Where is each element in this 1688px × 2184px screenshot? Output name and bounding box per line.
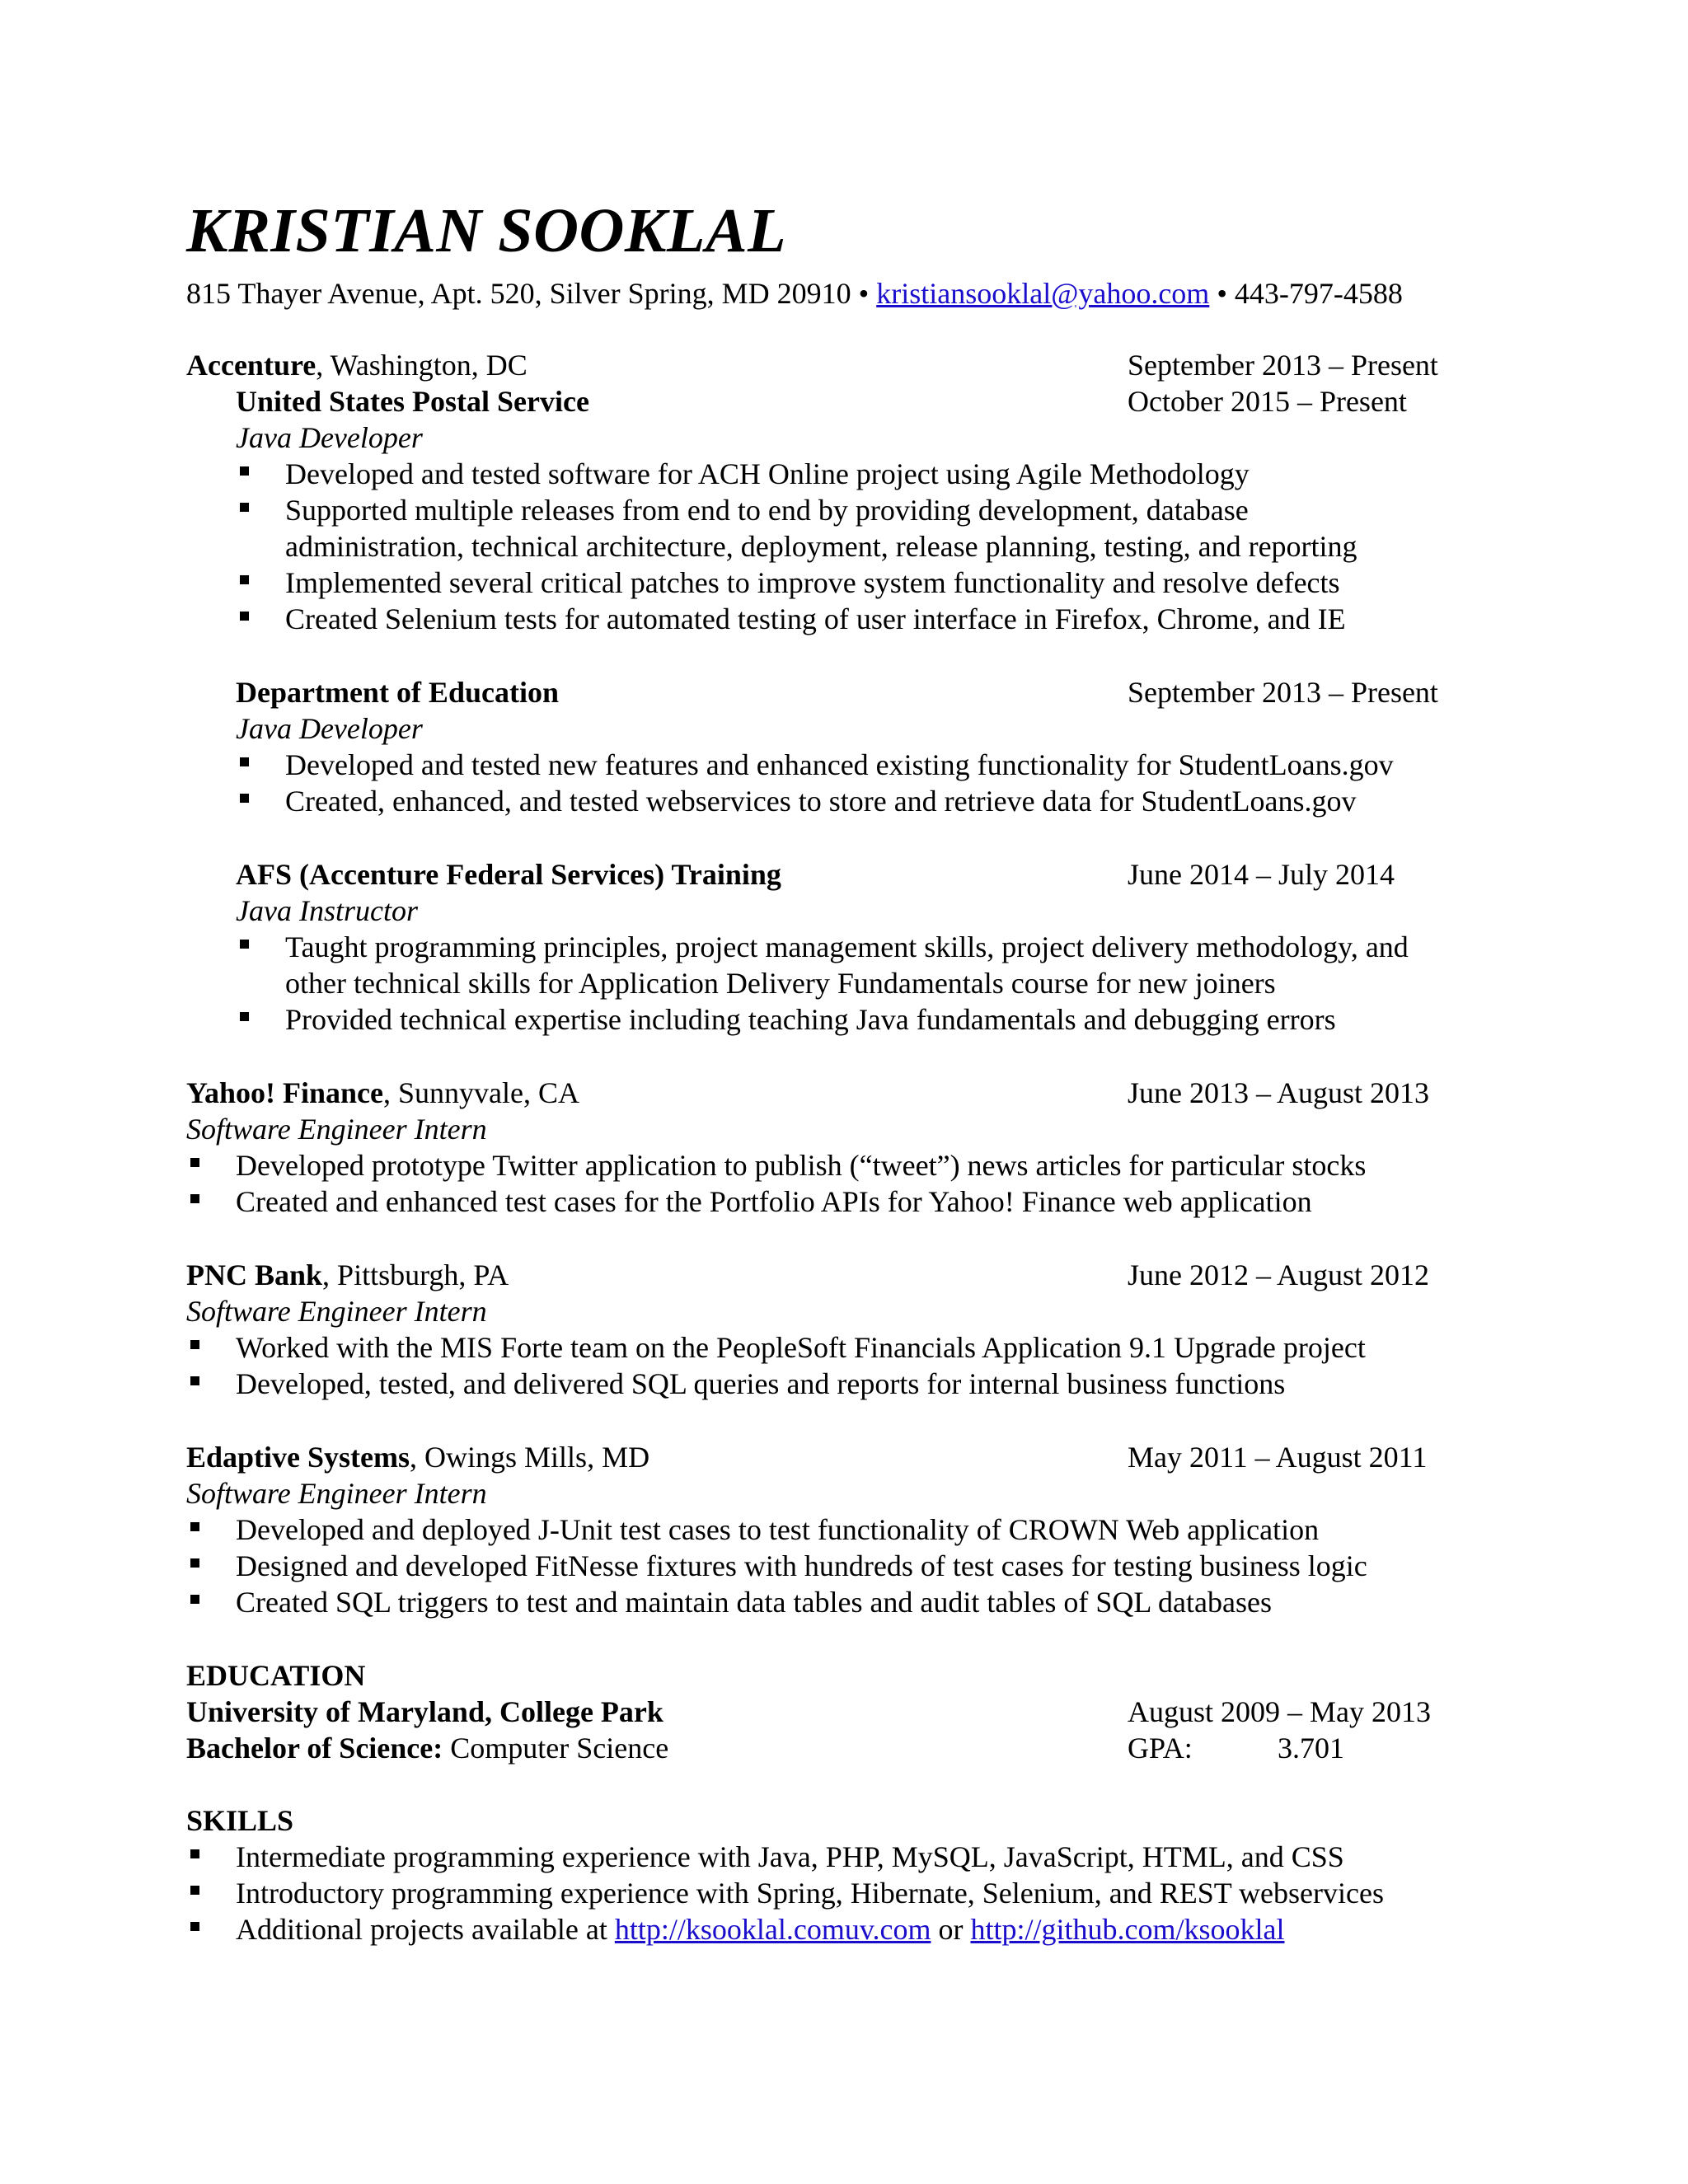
bullet-marker — [190, 1849, 199, 1858]
pnc-role: Software Engineer Intern — [186, 1295, 487, 1328]
afs-role: Java Instructor — [236, 894, 418, 927]
yahoo-employer — [186, 1075, 579, 1111]
portfolio-link[interactable]: http://ksooklal.comuv.com — [614, 1913, 931, 1946]
projects-prefix: Additional projects available at — [236, 1913, 615, 1946]
doe-client: Department of Education — [236, 676, 559, 709]
edaptive-employer — [186, 1439, 649, 1475]
bullet-marker — [240, 466, 249, 476]
company-name: Edaptive Systems — [186, 1441, 410, 1474]
company-location: , Owings Mills, MD — [410, 1441, 650, 1474]
list-item: Taught programming principles, project management skills, project delivery methodology, and — [285, 930, 1409, 963]
afs-dates: June 2014 – July 2014 — [1128, 858, 1395, 891]
bullet-marker — [190, 1158, 199, 1167]
bullet-marker — [190, 1595, 199, 1604]
list-item: Developed, tested, and delivered SQL queries and reports for internal business functions — [236, 1367, 1286, 1400]
contact-line — [186, 275, 1403, 312]
list-item: Introductory programming experience with Spring, Hibernate, Selenium, and REST webservices — [236, 1877, 1384, 1910]
bullet-marker — [240, 757, 249, 766]
company-location: , Sunnyvale, CA — [383, 1076, 580, 1109]
list-item: Developed prototype Twitter application to publish (“tweet”) news articles for particular stocks — [236, 1149, 1367, 1182]
education-dates: August 2009 – May 2013 — [1128, 1695, 1431, 1728]
list-item: Implemented several critical patches to improve system functionality and resolve defects — [285, 566, 1340, 599]
degree-label: Bachelor of Science: — [186, 1732, 443, 1765]
gpa-value: 3.701 — [1278, 1732, 1344, 1765]
degree-line — [186, 1730, 668, 1766]
edaptive-dates: May 2011 – August 2011 — [1128, 1441, 1428, 1474]
bullet-marker — [190, 1194, 199, 1203]
list-item-continuation: other technical skills for Application Delivery Fundamentals course for new joiners — [285, 967, 1276, 1000]
doe-role: Java Developer — [236, 712, 423, 745]
accenture-employer — [186, 347, 528, 383]
usps-dates: October 2015 – Present — [1128, 385, 1407, 418]
company-location: , Pittsburgh, PA — [322, 1258, 509, 1291]
phone: • 443-797-4588 — [1217, 277, 1403, 310]
company-location: , Washington, DC — [316, 349, 528, 382]
list-item-projects — [236, 1911, 1284, 1947]
company-name: PNC Bank — [186, 1258, 323, 1291]
list-item: Developed and deployed J-Unit test cases to test functionality of CROWN Web application — [236, 1513, 1320, 1546]
education-heading: EDUCATION — [186, 1659, 366, 1692]
bullet-marker — [240, 940, 249, 949]
bullet-marker — [240, 794, 249, 803]
accenture-dates: September 2013 – Present — [1128, 349, 1438, 382]
list-item: Created Selenium tests for automated testing of user interface in Firefox, Chrome, and IE — [285, 602, 1346, 635]
bullet-marker — [190, 1522, 199, 1531]
bullet-marker — [240, 1012, 249, 1021]
pnc-dates: June 2012 – August 2012 — [1128, 1258, 1430, 1291]
bullet-marker — [190, 1558, 199, 1568]
degree-major: Computer Science — [443, 1732, 669, 1765]
list-item-continuation: administration, technical architecture, deployment, release planning, testing, and reporting — [285, 530, 1357, 563]
list-item: Supported multiple releases from end to end by providing development, database — [285, 494, 1249, 527]
list-item: Created, enhanced, and tested webservices to store and retrieve data for StudentLoans.gov — [285, 785, 1357, 818]
list-item: Developed and tested software for ACH Online project using Agile Methodology — [285, 457, 1250, 490]
bullet-marker — [240, 612, 249, 621]
company-name: Yahoo! Finance — [186, 1076, 384, 1109]
edaptive-role: Software Engineer Intern — [186, 1477, 487, 1510]
github-link[interactable]: http://github.com/ksooklal — [970, 1913, 1285, 1946]
list-item: Designed and developed FitNesse fixtures with hundreds of test cases for testing business logic — [236, 1549, 1367, 1582]
bullet-marker — [240, 575, 249, 584]
skills-heading: SKILLS — [186, 1804, 294, 1837]
list-item: Worked with the MIS Forte team on the PeopleSoft Financials Application 9.1 Upgrade project — [236, 1331, 1366, 1364]
bullet-marker — [190, 1340, 199, 1349]
afs-client: AFS (Accenture Federal Services) Training — [236, 858, 781, 891]
usps-client: United States Postal Service — [236, 385, 589, 418]
candidate-name: KRISTIAN SOOKLAL — [186, 196, 787, 265]
bullet-marker — [240, 503, 249, 512]
list-item: Intermediate programming experience with Java, PHP, MySQL, JavaScript, HTML, and CSS — [236, 1840, 1344, 1873]
doe-dates: September 2013 – Present — [1128, 676, 1438, 709]
list-item: Created SQL triggers to test and maintain data tables and audit tables of SQL databases — [236, 1586, 1272, 1619]
address: 815 Thayer Avenue, Apt. 520, Silver Spring, MD 20910 • — [186, 277, 870, 310]
list-item: Created and enhanced test cases for the Portfolio APIs for Yahoo! Finance web application — [236, 1185, 1312, 1218]
yahoo-role: Software Engineer Intern — [186, 1113, 487, 1146]
pnc-employer — [186, 1257, 509, 1293]
company-name: Accenture — [186, 349, 316, 382]
bullet-marker — [190, 1886, 199, 1895]
bullet-marker — [190, 1376, 199, 1385]
school-name: University of Maryland, College Park — [186, 1695, 663, 1728]
email-link[interactable]: kristiansooklal@yahoo.com — [876, 277, 1210, 310]
list-item: Developed and tested new features and enhanced existing functionality for StudentLoans.gov — [285, 748, 1394, 781]
usps-role: Java Developer — [236, 421, 423, 454]
list-item: Provided technical expertise including teaching Java fundamentals and debugging errors — [285, 1003, 1336, 1036]
bullet-marker — [190, 1922, 199, 1931]
gpa-label: GPA: — [1128, 1732, 1193, 1765]
projects-or: or — [931, 1913, 971, 1946]
yahoo-dates: June 2013 – August 2013 — [1128, 1076, 1430, 1109]
